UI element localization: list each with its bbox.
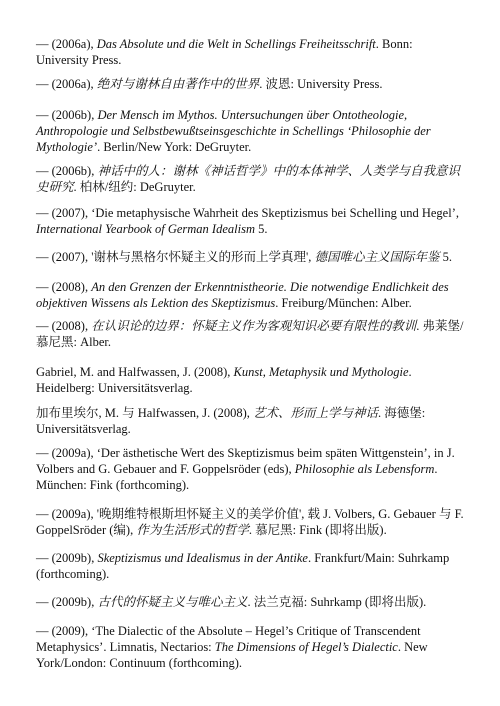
- entry-title: 作为生活形式的哲学: [136, 523, 249, 537]
- entry-text: . 柏林/纽约: DeGruyter.: [73, 180, 196, 194]
- entry-text: — (2006b),: [36, 108, 98, 122]
- bibliography-entry: [36, 279, 466, 311]
- entry-title: 德国唯心主义国际年鉴: [314, 250, 440, 264]
- entry-title: Skeptizismus und Idealismus in der Antike: [97, 551, 308, 565]
- entry-title: 绝对与谢林自由著作中的世界: [96, 77, 260, 91]
- entry-text: . 慕尼黑: Fink (即将出版).: [248, 523, 387, 537]
- entry-title: 古代的怀疑主义与唯心主义: [97, 595, 248, 609]
- entry-title: Das Absolute und die Welt in Schellings Freiheitsschrift: [96, 37, 376, 51]
- entry-text: . Berlin/New York: DeGruyter.: [97, 140, 252, 154]
- bibliography-entry: [36, 594, 466, 610]
- entry-title: 在认识论的边界：怀疑主义作为客观知识必要有限性的教训: [91, 319, 417, 333]
- entry-text: . Frankfurt/Main: Suhrkamp (forthcoming).: [36, 551, 450, 581]
- entry-title: Der Mensch im Mythos. Untersuchungen über Ontotheologie, Anthropologie und Selbstbewußtseinsgeschichte in Schellings ‘Philosophie der Mythologie’: [36, 108, 431, 154]
- entry-title: 艺术、形而上学与神话: [253, 406, 379, 420]
- entry-text: . 弗莱堡/慕尼黑: Alber.: [36, 319, 464, 349]
- entry-text: . 法兰克福: Suhrkamp (即将出版).: [247, 595, 427, 609]
- bibliography-entry: [36, 623, 466, 671]
- bibliography-entry: [36, 36, 466, 68]
- bibliography-entry: [36, 318, 466, 350]
- entry-text: — (2008),: [36, 280, 92, 294]
- entry-title: Philosophie als Lebensform: [294, 462, 435, 476]
- bibliography-entry: [36, 405, 466, 437]
- entry-title: International Yearbook of German Idealism: [36, 222, 255, 236]
- entry-text: Gabriel, M. and Halfwassen, J. (2008),: [36, 365, 234, 379]
- entry-text: — (2006a),: [36, 77, 97, 91]
- bibliography-entry: [36, 107, 466, 155]
- entry-title: An den Grenzen der Erkenntnistheorie. Die notwendige Endlichkeit des objektiven Wissens als Lektion des Skeptizismus: [36, 280, 449, 310]
- entry-title: Kunst, Metaphysik und Mythologie: [233, 365, 409, 379]
- entry-text: . Freiburg/München: Alber.: [275, 296, 412, 310]
- bibliography-entry: [36, 163, 466, 195]
- entry-text: . New York/London: Continuum (forthcoming).: [36, 640, 428, 670]
- entry-title: The Dimensions of Hegel’s Dialectic: [214, 640, 398, 654]
- entry-text: . Bonn: University Press.: [36, 37, 413, 67]
- bibliography-entry: [36, 506, 466, 538]
- entry-text: — (2009), ‘The Dialectic of the Absolute – Hegel’s Critique of Transcendent Metaphysics’. Limnatis, Nectarios:: [36, 624, 421, 654]
- bibliography-entry: [36, 76, 466, 92]
- entry-text: — (2008),: [36, 319, 92, 333]
- bibliography-entry: [36, 249, 466, 265]
- entry-text: — (2006b),: [36, 164, 98, 178]
- entry-text: — (2006a),: [36, 37, 97, 51]
- entry-text: . München: Fink (forthcoming).: [36, 462, 438, 492]
- bibliography-entry: [36, 205, 466, 237]
- bibliography-entry: [36, 364, 466, 396]
- entry-text: — (2007), '谢林与黑格尔怀疑主义的形而上学真理',: [36, 250, 315, 264]
- entry-text: . 海德堡: Universitätsverlag.: [36, 406, 426, 436]
- bibliography-entry: [36, 445, 466, 493]
- entry-text: 5.: [254, 222, 268, 236]
- entry-text: — (2007), ‘Die metaphysische Wahrheit des Skeptizismus bei Schelling und Hegel’,: [36, 206, 459, 220]
- entry-title: 神话中的人：谢林《神话哲学》中的本体神学、人类学与自我意识史研究: [36, 164, 460, 194]
- bibliography-entry: [36, 550, 466, 582]
- entry-text: — (2009b),: [36, 551, 98, 565]
- entry-text: — (2009a), '晚期维特根斯坦怀疑主义的美学价值', 载 J. Volbers, G. Gebauer 与 F. GoppelSröder (编),: [36, 507, 464, 537]
- entry-text: 5.: [439, 250, 452, 264]
- entry-text: 加布里埃尔, M. 与 Halfwassen, J. (2008),: [36, 406, 253, 420]
- entry-text: . 波恩: University Press.: [259, 77, 383, 91]
- entry-text: — (2009a), ‘Der ästhetische Wert des Skeptizismus beim späten Wittgenstein’, in J. Volbers and G. Gebauer and F. Goppelsröder (eds),: [36, 446, 455, 476]
- entry-text: — (2009b),: [36, 595, 98, 609]
- entry-text: . Heidelberg: Universitätsverlag.: [36, 365, 412, 395]
